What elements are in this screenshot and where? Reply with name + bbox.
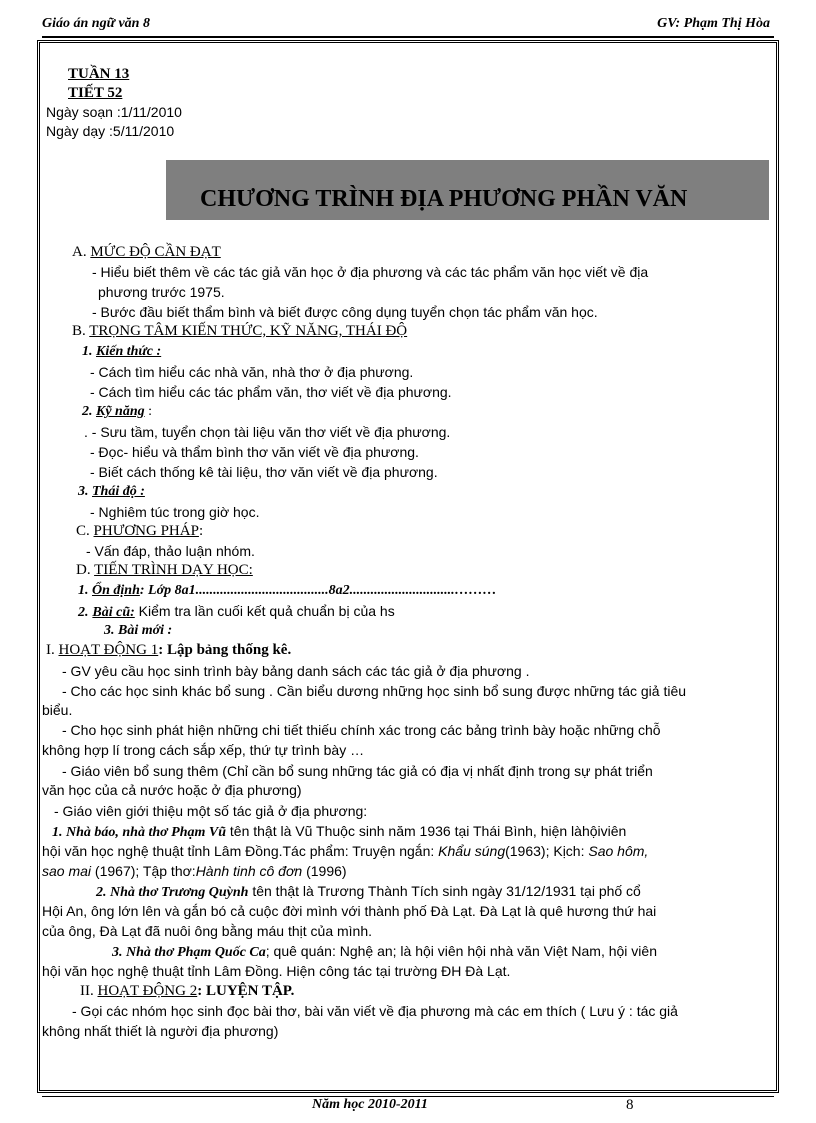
a2-p1b: không nhất thiết là người địa phương) xyxy=(42,1023,279,1039)
d-step3: 3. Bài mới : xyxy=(104,623,173,638)
b-sub2-line3: - Biết cách thống kê tài liệu, thơ văn viết về địa phương. xyxy=(90,464,438,480)
section-c: C. PHƯƠNG PHÁP: xyxy=(76,523,204,539)
a1-p5: - Giáo viên giới thiệu một số tác giả ở địa phương: xyxy=(54,803,368,819)
header-teacher: GV: Phạm Thị Hòa xyxy=(657,16,770,31)
activity-1: I. HOẠT ĐỘNG 1: Lập bảng thống kê. xyxy=(46,642,292,658)
section-d-heading: TIẾN TRÌNH DẠY HỌC: xyxy=(94,562,253,578)
section-c-line1: - Vấn đáp, thảo luận nhóm. xyxy=(86,543,255,559)
activity-1-heading: HOẠT ĐỘNG 1 xyxy=(58,642,159,658)
section-a-line2: - Bước đầu biết thẩm bình và biết được công dụng tuyển chọn tác phẩm văn học. xyxy=(92,304,598,320)
author-2-line1: 2. Nhà thơ Trương Quỳnh tên thật là Trương Thành Tích sinh ngày 31/12/1931 tại phố cổ xyxy=(96,883,641,900)
author-1-line3: sao mai (1967); Tập thơ:Hành tinh cô đơn (1996) xyxy=(42,863,347,879)
b-sub3-line1: - Nghiêm túc trong giờ học. xyxy=(90,504,260,520)
prep-date: Ngày soạn :1/11/2010 xyxy=(46,104,182,120)
page-number: 8 xyxy=(626,1097,634,1113)
section-b: B. TRỌNG TÂM KIẾN THỨC, KỸ NĂNG, THÁI ĐỘ xyxy=(72,323,408,339)
a1-p3a: - Cho học sinh phát hiện những chi tiết thiếu chính xác trong các bảng trình bày hoặc những chỗ xyxy=(62,722,661,738)
teach-date: Ngày dạy :5/11/2010 xyxy=(46,123,175,139)
author-2-line3: của ông, Đà Lạt đã nuôi ông bằng máu thịt của mình. xyxy=(42,923,373,939)
section-a-line1: - Hiểu biết thêm về các tác giả văn học ở địa phương và các tác phẩm văn học viết về địa xyxy=(92,264,649,280)
activity-2-heading: HOẠT ĐỘNG 2 xyxy=(97,983,198,999)
author-1-line1: 1. Nhà báo, nhà thơ Phạm Vũ tên thật là Vũ Thuộc sinh năm 1936 tại Thái Bình, hiện làhộiviên xyxy=(52,823,627,840)
page-title: CHƯƠNG TRÌNH ĐỊA PHƯƠNG PHẦN VĂN xyxy=(200,186,688,212)
author-1-line2: hội văn học nghệ thuật tỉnh Lâm Đồng.Tác phẩm: Truyện ngắn: Khẩu súng(1963); Kịch: Sao hôm, xyxy=(42,843,649,859)
author-2-line2: Hội An, ông lớn lên và gắn bó cả cuộc đời mình với thành phố Đà Lạt. Đà Lạt là quê hương thứ hai xyxy=(42,903,657,919)
section-a-line1b: phương trước 1975. xyxy=(98,284,225,300)
b-sub2: 2. Kỹ năng : xyxy=(82,404,153,419)
title-banner xyxy=(166,160,769,220)
b-sub1-line2: - Cách tìm hiểu các tác phẩm văn, thơ viết về địa phương. xyxy=(90,384,452,400)
b-sub3: 3. Thái độ : xyxy=(78,484,145,499)
section-c-heading: PHƯƠNG PHÁP xyxy=(93,523,199,539)
a1-p3b: không hợp lí trong cách sắp xếp, thứ tự trình bày … xyxy=(42,742,365,758)
a1-p2b: biểu. xyxy=(42,702,73,718)
section-d: D. TIẾN TRÌNH DẠY HỌC: xyxy=(76,562,253,578)
a1-p4b: văn học của cả nước hoặc ở địa phương) xyxy=(42,782,302,798)
b-sub2-line1: . - Sưu tầm, tuyển chọn tài liệu văn thơ viết về địa phương. xyxy=(84,424,451,440)
author-3-line1: 3. Nhà thơ Phạm Quốc Ca; quê quán: Nghệ an; là hội viên hội nhà văn Việt Nam, hội viên xyxy=(112,943,657,960)
section-a-heading: MỨC ĐỘ CẦN ĐẠT xyxy=(90,244,221,260)
d-step2: 2. Bài cũ: Kiểm tra lần cuối kết quả chuẩn bị của hs xyxy=(78,603,395,620)
week-label: TUẦN 13 xyxy=(68,66,130,82)
section-a: A. MỨC ĐỘ CẦN ĐẠT xyxy=(72,244,221,260)
author-3-line2: hội văn học nghệ thuật tỉnh Lâm Đồng. Hiện công tác tại trường ĐH Đà Lạt. xyxy=(42,963,511,979)
lesson-label: TIẾT 52 xyxy=(68,85,123,101)
a1-p1: - GV yêu cầu học sinh trình bày bảng danh sách các tác giả ở địa phương . xyxy=(62,663,530,679)
a1-p4a: - Giáo viên bổ sung thêm (Chỉ cần bổ sung những tác giả có địa vị nhất định trong sự phát triển xyxy=(62,763,653,779)
a2-p1a: - Gọi các nhóm học sinh đọc bài thơ, bài văn viết về địa phương mà các em thích ( Lưu ý : tác giả xyxy=(72,1003,678,1019)
d-step1: 1. Ổn định: Lớp 8a1......................................8a2..............................……… xyxy=(78,583,497,598)
header-subject: Giáo án ngữ văn 8 xyxy=(42,16,150,31)
footer-year: Năm học 2010-2011 xyxy=(312,1097,428,1112)
b-sub1: 1. Kiến thức : xyxy=(82,344,162,359)
b-sub1-line1: - Cách tìm hiểu các nhà văn, nhà thơ ở địa phương. xyxy=(90,364,414,380)
a1-p2a: - Cho các học sinh khác bổ sung . Cần biểu dương những học sinh bổ sung được những tác giả tiêu xyxy=(62,683,687,699)
b-sub2-line2: - Đọc- hiểu và thẩm bình thơ văn viết về địa phương. xyxy=(90,444,419,460)
page-header xyxy=(42,14,774,38)
activity-2: II. HOẠT ĐỘNG 2: LUYỆN TẬP. xyxy=(80,983,295,999)
section-b-heading: TRỌNG TÂM KIẾN THỨC, KỸ NĂNG, THÁI ĐỘ xyxy=(89,323,408,339)
